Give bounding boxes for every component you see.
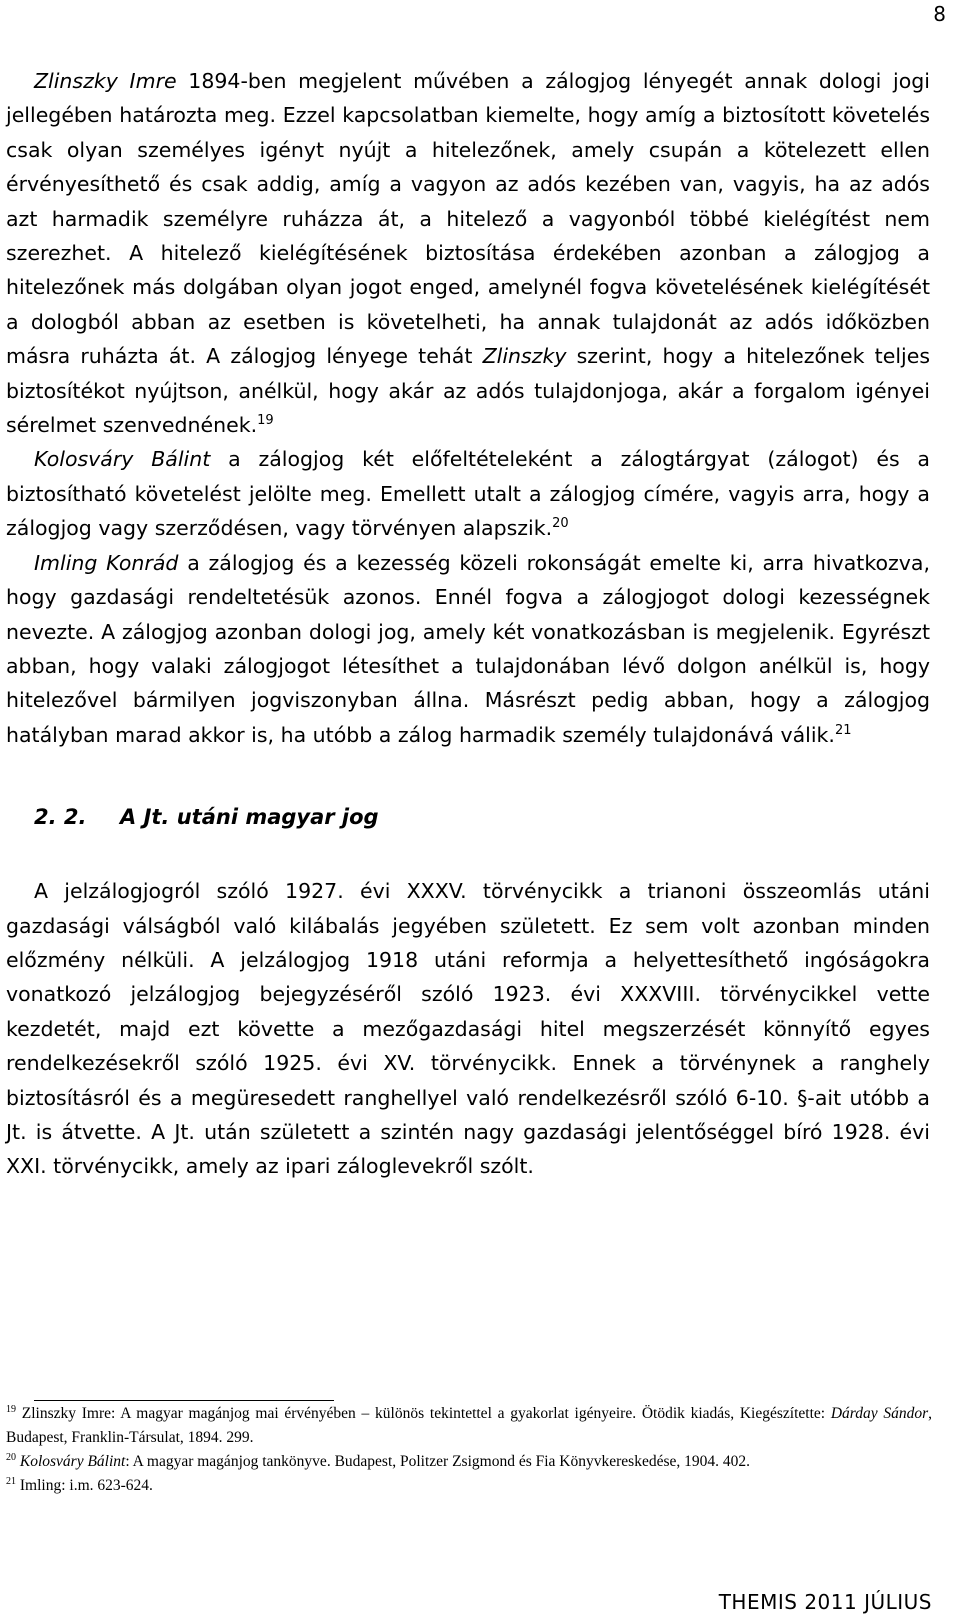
footnote-divider <box>34 1400 334 1401</box>
journal-footer: THEMIS 2011 JÚLIUS <box>718 1590 932 1614</box>
paragraph-text: szerint, hogy a hitelezőnek teljes biztosítékot nyújtson, anélkül, hogy akár az adós tulajdonjoga, akár a forgalom igényei sérelmet szenvednének. <box>6 344 931 438</box>
footnote-ref[interactable]: 21 <box>834 722 852 738</box>
section-title: A Jt. utáni magyar jog <box>120 805 379 830</box>
body-text <box>6 64 930 1184</box>
paragraph-section: A jelzálogjogról szóló 1927. évi XXXV. törvénycikk a trianoni összeomlás utáni gazdasági válságból való kilábalás jegyében született. Ez sem volt azonban minden előzmény nélküli. A jelzálogjog 1918 utáni reformja a helyettesíthető ingóságokra vonatkozó jelzálogjog bejegyzéséről szóló 1923. évi XXXVIII. törvénycikkel vette kezdetét, majd ezt követte a mezőgazdasági hitel megszerzését könnyítő egyes rendelkezésekről szóló 1925. évi XV. törvénycikk. Ennek a törvénynek a ranghely biztosításról és a megüresedett ranghellyel való rendelkezésről szóló 6-10. §-ait utóbb a Jt. is átvette. A Jt. után született a szintén nagy gazdasági jelentőséggel bíró 1928. évi XXI. törvénycikk, amely az ipari záloglevekről szólt. <box>6 879 930 1179</box>
paragraph-kolosvary <box>6 442 930 545</box>
paragraph-text: 1894-ben megjelent művében a zálogjog lényegét annak dologi jogi jellegében határozta meg. Ezzel kapcsolatban kiemelte, hogy amíg a biztosított követelés csak olyan személyes igényt nyújt a hitelezőnek, amely csupán a kötelezett ellen érvényesíthető és csak addig, amíg a vagyon az adós kezében van, vagyis, ha az adós azt harmadik személyre ruházza át, a hitelező a vagyonból többé kielégítést nem szerezhet. A hitelező kielégítésének biztosítása érdekében azonban a zálogjog a hitelezőnek más dolgában olyan jogot enged, amelynél fogva követelésének kielégítését a dologból abban az esetben is követelheti, ha annak tulajdonát az adós időközben másra ruházta át. A zálogjog lényege tehát <box>6 69 930 369</box>
footnote-text: Zlinszky Imre: A magyar magánjog mai érvényében – különös tekintettel a gyakorlat igényeire. Ötödik kiadás, Kiegészítette: <box>16 1405 831 1422</box>
footnote-21 <box>6 1474 932 1498</box>
footnote-number: 20 <box>6 1451 16 1463</box>
paragraph-zlinszky <box>6 64 930 442</box>
section-number: 2. 2. <box>34 805 87 830</box>
paragraph-text: a zálogjog és a kezesség közeli rokonságát emelte ki, arra hivatkozva, hogy gazdasági rendeltetésük azonos. Ennél fogva a zálogjogot dologi kezességnek nevezte. A zálogjog azonban dologi jog, amely két vonatkozásban is megjelenik. Egyrészt abban, hogy valaki zálogjogot létesíthet a tulajdonában lévő dolgon anélkül is, hogy hitelezővel bármilyen jogviszonyban állna. Másrészt pedig abban, hogy a zálogjog hatályban marad akkor is, ha utóbb a zálog harmadik személy tulajdonává válik. <box>6 550 930 747</box>
author-name: Zlinszky <box>482 344 567 369</box>
section-heading <box>6 800 930 834</box>
footnote-20 <box>6 1450 932 1474</box>
footnote-ref[interactable]: 20 <box>552 516 569 532</box>
author-name: Kolosváry Bálint <box>34 447 211 472</box>
footnote-ref[interactable]: 19 <box>257 413 274 429</box>
footnote-number: 19 <box>6 1403 16 1415</box>
footnote-text: , Budapest, Franklin-Társulat, 1894. 299. <box>6 1405 932 1446</box>
footnote-text: : A magyar magánjog tankönyve. Budapest, Politzer Zsigmond és Fia Könyvkereskedése, 1904. 402. <box>125 1453 750 1470</box>
page-number: 8 <box>933 2 946 26</box>
author-name: Imling Konrád <box>34 550 179 575</box>
footnote-text: Dárday Sándor <box>830 1405 929 1422</box>
footnotes <box>6 1402 932 1498</box>
footnote-text: Imling: i.m. 623-624. <box>16 1477 153 1494</box>
footnote-19 <box>6 1402 932 1450</box>
author-name: Zlinszky Imre <box>34 69 177 93</box>
paragraph-text: a zálogjog két előfeltételeként a zálogtárgyat (zálogot) és a biztosítható követelést jelölte meg. Emellett utalt a zálogjog címére, vagyis arra, hogy a zálogjog vagy szerződésen, vagy törvényen alapszik. <box>6 447 930 541</box>
footnote-text: Kolosváry Bálint <box>19 1453 126 1470</box>
paragraph-imling <box>6 546 930 752</box>
footnote-number: 21 <box>6 1475 16 1487</box>
